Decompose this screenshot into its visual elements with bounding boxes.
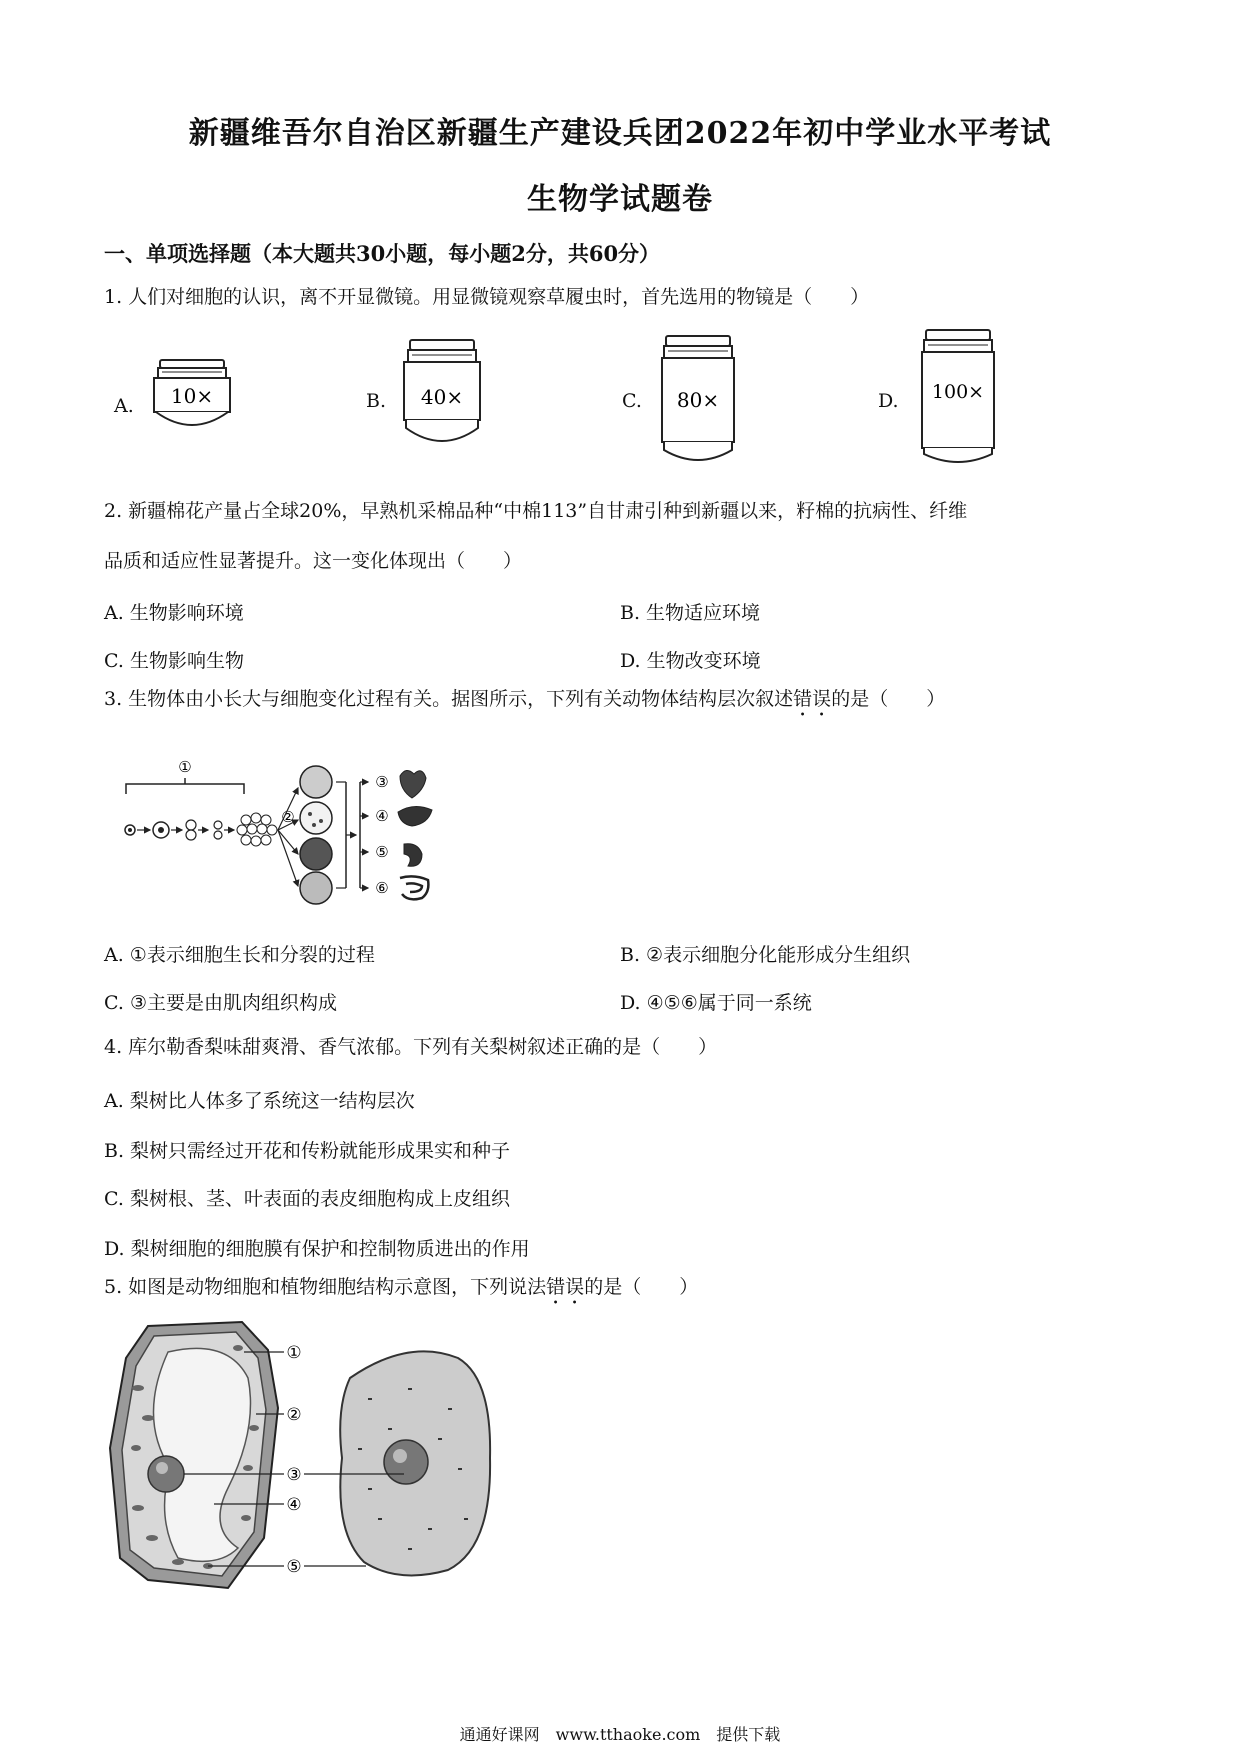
liver-icon bbox=[398, 806, 432, 826]
q5-label-2: ② bbox=[286, 1405, 302, 1425]
question-3-option-d: D. ④⑤⑥属于同一系统 bbox=[620, 992, 812, 1014]
q5-label-4: ④ bbox=[286, 1495, 302, 1515]
tissue-icons bbox=[300, 766, 332, 904]
question-2-option-c: C. 生物影响生物 bbox=[104, 650, 244, 672]
question-3-stem-emphasis: 错误 bbox=[793, 688, 832, 710]
question-4-option-d: D. 梨树细胞的细胞膜有保护和控制物质进出的作用 bbox=[104, 1238, 530, 1260]
cell-cluster-icon bbox=[237, 813, 277, 846]
question-2-option-d: D. 生物改变环境 bbox=[620, 650, 761, 672]
question-4-option-a: A. 梨树比人体多了系统这一结构层次 bbox=[104, 1090, 415, 1112]
option-d-label: D. bbox=[878, 390, 899, 412]
question-5-stem-emphasis: 错误 bbox=[546, 1276, 585, 1298]
cell-structure-diagram bbox=[108, 1318, 548, 1608]
question-3-option-c: C. ③主要是由肌肉组织构成 bbox=[104, 992, 337, 1014]
page-subtitle: 生物学试题卷 bbox=[527, 182, 713, 217]
label-3: ③ bbox=[375, 773, 389, 791]
question-2-stem-line2: 品质和适应性显著提升。这一变化体现出（ ） bbox=[104, 550, 523, 572]
question-3-stem-post: 的是（ ） bbox=[831, 688, 946, 710]
label-1: ① bbox=[178, 758, 192, 776]
stomach-icon bbox=[404, 844, 422, 867]
question-4-option-c: C. 梨树根、茎、叶表面的表皮细胞构成上皮组织 bbox=[104, 1188, 510, 1210]
option-a-label: A. bbox=[114, 395, 134, 417]
question-5-stem-pre: 5. 如图是动物细胞和植物细胞结构示意图，下列说法 bbox=[104, 1276, 547, 1298]
plant-cell-icon bbox=[110, 1322, 278, 1588]
question-2-stem-line1: 2. 新疆棉花产量占全球20%，早熟机采棉品种“中棉113”自甘肃引种到新疆以来，籽棉的抗病性、纤维 bbox=[104, 500, 968, 522]
option-d-mag: 100× bbox=[931, 381, 985, 403]
question-3-option-b: B. ②表示细胞分化能形成分生组织 bbox=[620, 944, 911, 966]
option-b-label: B. bbox=[366, 390, 387, 412]
footer-credit: 通通好课网 www.tthaoke.com 提供下载 bbox=[459, 1725, 781, 1744]
label-2: ② bbox=[281, 808, 295, 826]
option-b-mag: 40× bbox=[420, 385, 464, 409]
animal-cell-icon bbox=[340, 1351, 490, 1575]
question-4-stem: 4. 库尔勒香梨味甜爽滑、香气浓郁。下列有关梨树叙述正确的是（ ） bbox=[104, 1036, 718, 1058]
question-4-option-b: B. 梨树只需经过开花和传粉就能形成果实和种子 bbox=[104, 1140, 511, 1162]
q5-label-3: ③ bbox=[286, 1465, 302, 1485]
heart-icon bbox=[400, 770, 426, 798]
question-2-option-b: B. 生物适应环境 bbox=[620, 602, 761, 624]
question-3-stem-pre: 3. 生物体由小长大与细胞变化过程有关。据图所示，下列有关动物体结构层次叙述 bbox=[104, 688, 794, 710]
q5-label-1: ① bbox=[286, 1343, 302, 1363]
question-5-stem-post: 的是（ ） bbox=[584, 1276, 699, 1298]
question-2-option-a: A. 生物影响环境 bbox=[104, 602, 244, 624]
objective-lens-80x-icon bbox=[650, 332, 760, 472]
objective-lens-40x-icon bbox=[394, 336, 504, 456]
question-3-option-a: A. ①表示细胞生长和分裂的过程 bbox=[104, 944, 375, 966]
page-title: 新疆维吾尔自治区新疆生产建设兵团2022年初中学业水平考试 bbox=[188, 116, 1052, 151]
option-c-mag: 80× bbox=[676, 388, 720, 412]
option-c-label: C. bbox=[622, 390, 642, 412]
objective-lens-10x-icon bbox=[144, 358, 254, 448]
question-1-stem: 1. 人们对细胞的认识，离不开显微镜。用显微镜观察草履虫时，首先选用的物镜是（ ） bbox=[104, 286, 870, 308]
section-heading: 一、单项选择题（本大题共30小题，每小题2分，共60分） bbox=[104, 241, 661, 266]
label-4: ④ bbox=[375, 807, 389, 825]
intestine-icon bbox=[400, 876, 428, 899]
label-6: ⑥ bbox=[375, 879, 389, 897]
question-5-stem bbox=[104, 1276, 698, 1309]
cell-development-diagram bbox=[118, 758, 498, 906]
question-1-options bbox=[104, 340, 1104, 480]
label-5: ⑤ bbox=[375, 843, 389, 861]
q5-label-5: ⑤ bbox=[286, 1557, 302, 1577]
objective-lens-100x-icon bbox=[910, 326, 1020, 472]
question-3-stem bbox=[104, 688, 945, 721]
option-a-mag: 10× bbox=[170, 384, 214, 408]
